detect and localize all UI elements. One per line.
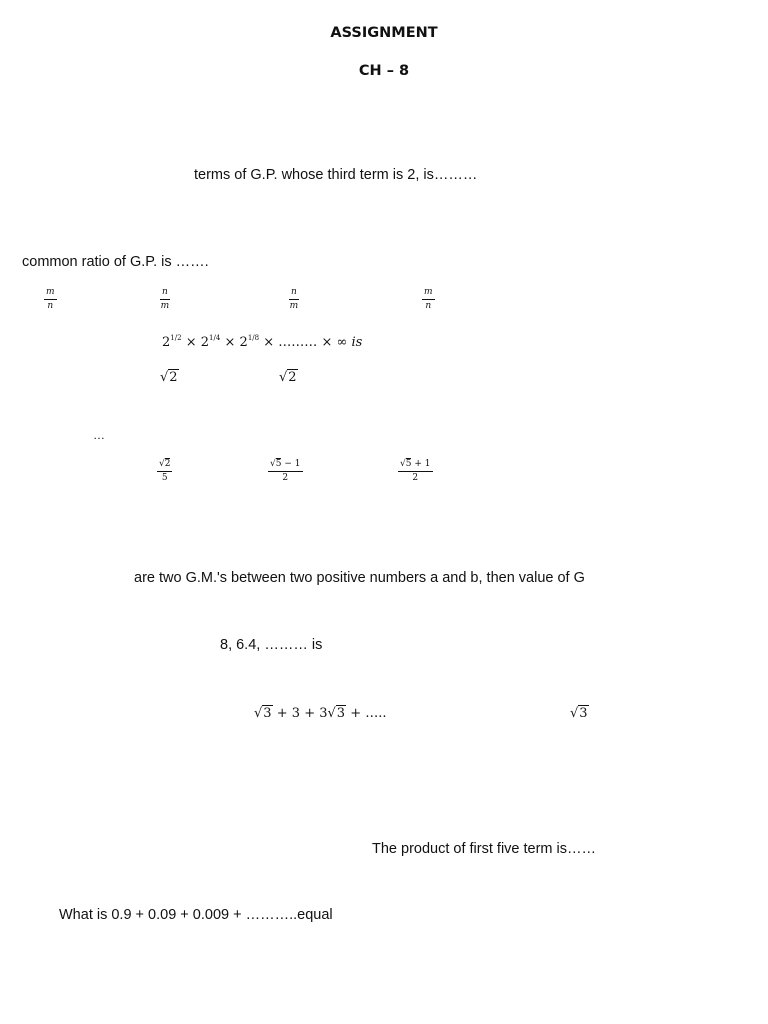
option-sqrt: √3 — [570, 706, 588, 721]
numerator-rest: − 1 — [284, 459, 301, 469]
times-sign: × — [263, 335, 275, 350]
base: 2 — [200, 335, 210, 350]
question-1-text: terms of G.P. whose third term is 2, is……… — [194, 167, 478, 183]
fraction-numerator: n — [289, 288, 299, 300]
page-title: ASSIGNMENT — [330, 25, 438, 41]
fraction-numerator: m — [422, 288, 435, 300]
fraction-denominator: n — [425, 301, 432, 311]
ellipsis: ……… — [278, 335, 318, 350]
fraction-numerator: m — [44, 288, 57, 300]
question-5-ellipsis: … — [93, 428, 105, 442]
exponent-denominator: 8 — [254, 334, 260, 342]
radicand: 2 — [288, 370, 297, 385]
option-fraction — [160, 288, 170, 311]
base: 2 — [239, 335, 248, 350]
question-6-text: are two G.M.'s between two positive numbers a and b, then value of G — [134, 570, 585, 586]
option-fraction — [289, 288, 299, 311]
plus-coefficient: + 3 — [304, 706, 328, 721]
chapter-heading: CH – 8 — [358, 63, 410, 79]
option-fraction — [422, 288, 435, 311]
fraction-denominator: 2 — [282, 473, 289, 483]
exponent-numerator: 1 — [209, 334, 214, 342]
exponent-numerator: 1 — [247, 334, 253, 342]
option-sqrt: √2 — [160, 370, 178, 385]
radicand: 5 — [405, 459, 412, 469]
radicand: 3 — [579, 706, 588, 721]
ellipsis: ….. — [365, 706, 387, 721]
fraction-denominator: n — [47, 301, 54, 311]
exponent-numerator: 1 — [170, 334, 175, 342]
times-sign: × — [224, 335, 236, 350]
fraction-numerator: n — [160, 288, 170, 300]
word-is: is — [351, 335, 363, 350]
option-sqrt: √2 — [279, 370, 297, 385]
radicand: 2 — [164, 459, 171, 469]
radicand: 3 — [263, 706, 272, 721]
question-10-text: The product of first five term is…… — [372, 841, 597, 857]
infinity-term: × ∞ — [321, 335, 348, 350]
option-fraction: $\frac{√2}{5}$ — [159, 459, 171, 483]
question-11-text: What is 0.9 + 0.09 + 0.009 + ………..equal — [59, 907, 333, 923]
numerator-rest: + 1 — [414, 459, 431, 469]
radicand: 2 — [169, 370, 178, 385]
radicand: 3 — [336, 706, 346, 721]
base: 2 — [162, 335, 171, 350]
option-fraction — [44, 288, 57, 311]
option-fraction: $\frac{√5 - 1}{2}$ — [270, 459, 301, 483]
plus-sign: + — [276, 706, 288, 721]
exponent-denominator: 4 — [215, 334, 221, 342]
plus-sign: + — [350, 706, 362, 721]
fraction-denominator: 2 — [412, 473, 419, 483]
fraction-denominator: 5 — [161, 473, 168, 483]
question-8-expression: √3 + 3 + 3√3 + ….. — [254, 706, 387, 721]
term-value: 3 — [291, 706, 301, 721]
question-3-expression: $2^{1/2} \times 2^{1/4} \times 2^{1/8}$ × ……… × ∞ is — [162, 334, 363, 350]
times-sign: × — [185, 335, 197, 350]
exponent-denominator: 2 — [177, 334, 182, 342]
radicand: 5 — [275, 459, 282, 469]
option-fraction: $\frac{√5 + 1}{2}$ — [400, 459, 431, 483]
question-2-text: common ratio of G.P. is ……. — [22, 254, 209, 270]
fraction-denominator: m — [160, 301, 170, 311]
question-7-text: 8, 6.4, ……… is — [220, 637, 323, 653]
fraction-denominator: m — [289, 301, 299, 311]
